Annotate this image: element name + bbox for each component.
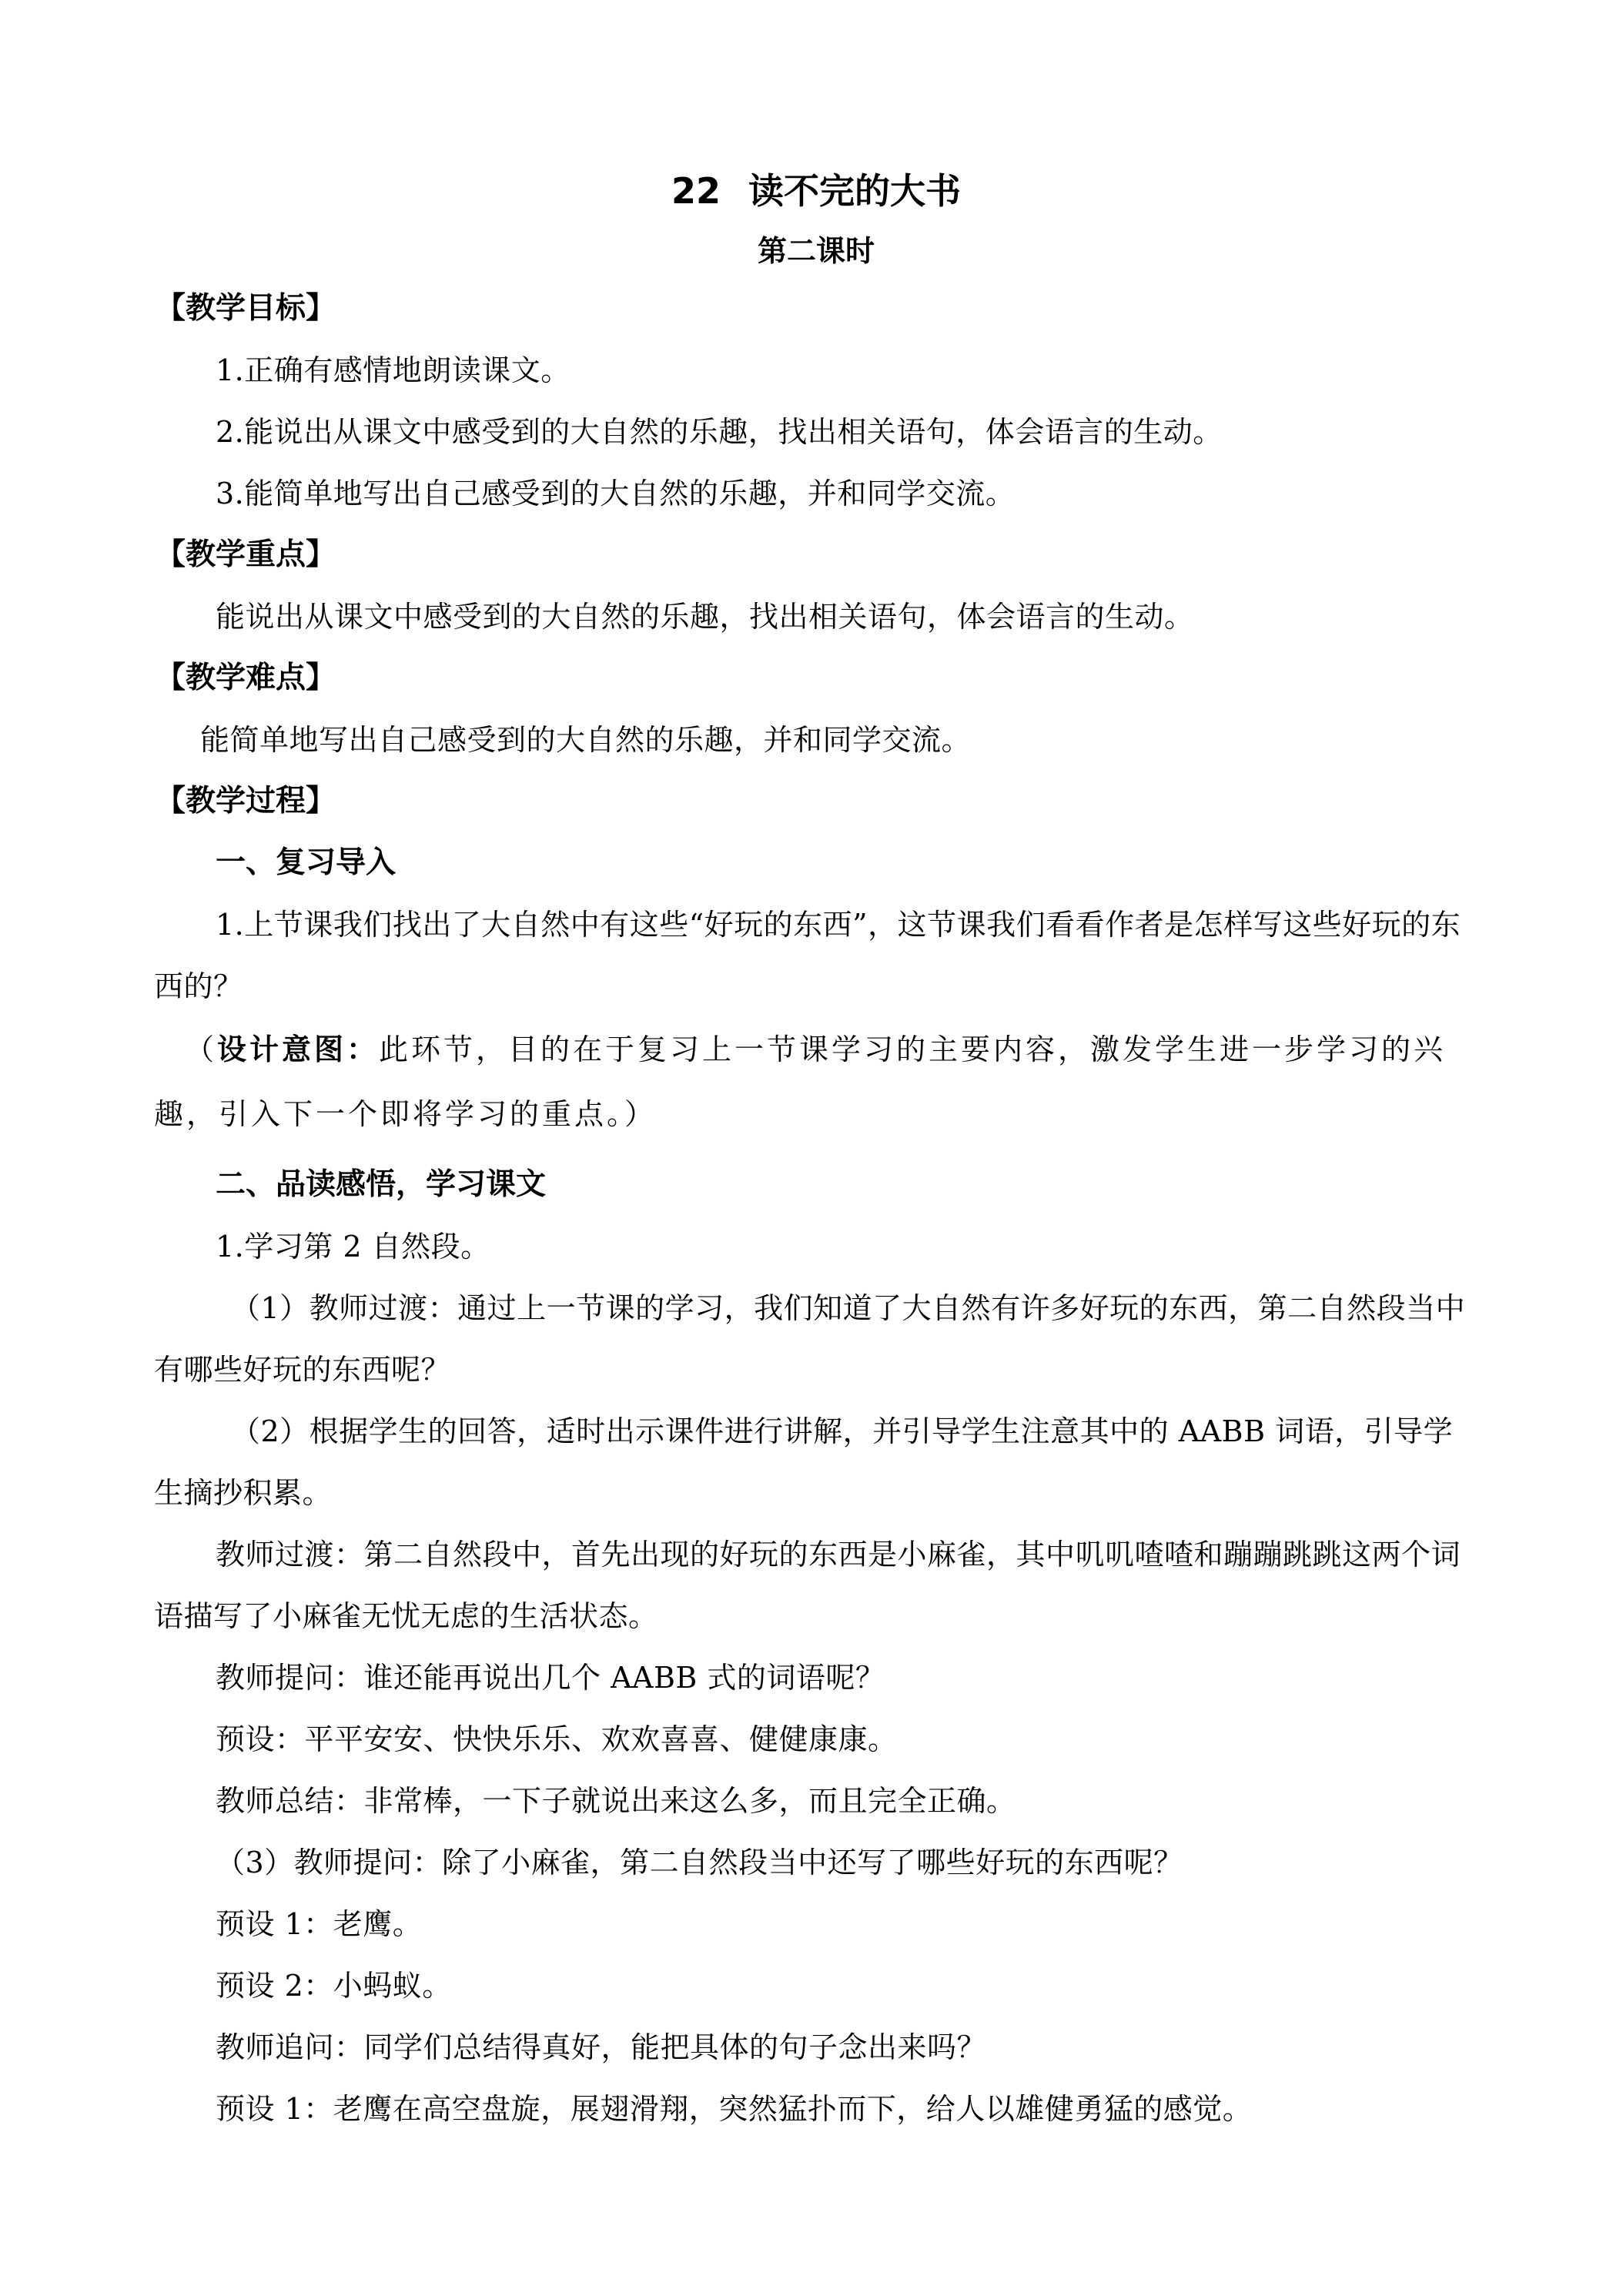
section-2-paragraph-7: （3）教师提问：除了小麻雀，第二自然段当中还写了哪些好玩的东西呢？ [216, 1846, 1183, 1879]
section-1-title: 一、复习导入 [216, 845, 397, 880]
section-2-paragraph-2: （2）根据学生的回答，适时出示课件进行讲解，并引导学生注意其中的 AABB 词语，引导学生摘抄积累。 [154, 1414, 1454, 1510]
lesson-subtitle: 第二课时 [757, 234, 875, 268]
section-2-title: 二、品读感悟，学习课文 [216, 1167, 547, 1202]
section-2-paragraph-10: 教师追问：同学们总结得真好，能把具体的句子念出来吗？ [216, 2030, 987, 2064]
difficulties-heading: 【教学难点】 [156, 661, 336, 695]
objective-item-1: 1.正确有感情地朗读课文。 [216, 353, 571, 387]
section-2-paragraph-11: 预设 1：老鹰在高空盘旋，展翅滑翔，突然猛扑而下，给人以雄健勇猛的感觉。 [216, 2092, 1253, 2126]
design-intent-label: 设计意图： [217, 1033, 380, 1066]
section-2-paragraph-9: 预设 2：小蚂蚁。 [216, 1969, 452, 2003]
section-2-item-1: 1.学习第 2 自然段。 [216, 1230, 490, 1263]
section-2-paragraph-3: 教师过渡：第二自然段中，首先出现的好玩的东西是小麻雀，其中叽叽喳喳和蹦蹦跳跳这两个词语描写了小麻雀无忧无虑的生活状态。 [154, 1538, 1461, 1633]
process-heading: 【教学过程】 [156, 784, 336, 818]
section-2-paragraph-4: 教师提问：谁还能再说出几个 AABB 式的词语呢？ [216, 1661, 885, 1695]
section-2-paragraph-5: 预设：平平安安、快快乐乐、欢欢喜喜、健健康康。 [216, 1722, 898, 1756]
section-2-paragraph-6: 教师总结：非常棒，一下子就说出来这么多，而且完全正确。 [216, 1784, 1016, 1818]
key-points-heading: 【教学重点】 [156, 537, 336, 572]
design-intent-open: （ [185, 1033, 218, 1066]
section-2-paragraph-8: 预设 1：老鹰。 [216, 1907, 423, 1941]
design-intent [154, 1017, 1478, 1146]
objective-item-2: 2.能说出从课文中感受到的大自然的乐趣，找出相关语句，体会语言的生动。 [216, 415, 1223, 449]
difficulties-text: 能简单地写出自己感受到的大自然的乐趣，并和同学交流。 [200, 723, 972, 757]
document-content [154, 158, 1478, 2140]
key-points-text: 能说出从课文中感受到的大自然的乐趣，找出相关语句，体会语言的生动。 [216, 600, 1194, 634]
objective-item-3: 3.能简单地写出自己感受到的大自然的乐趣，并和同学交流。 [216, 477, 1016, 510]
section-2-paragraph-1: （1）教师过渡：通过上一节课的学习，我们知道了大自然有许多好玩的东西，第二自然段当中有哪些好玩的东西呢？ [154, 1291, 1466, 1387]
design-intent-text: 此环节，目的在于复习上一节课学习的主要内容，激发学生进一步学习的兴趣，引入下一个即将学习的重点。） [154, 1033, 1447, 1131]
section-1-item-1: 1.上节课我们找出了大自然中有这些“好玩的东西”，这节课我们看看作者是怎样写这些好玩的东西的？ [154, 908, 1461, 1003]
lesson-title-text: 读不完的大书 [748, 170, 961, 212]
objectives-heading: 【教学目标】 [156, 291, 336, 326]
lesson-title [154, 158, 1478, 224]
lesson-number: 22 [671, 170, 721, 212]
